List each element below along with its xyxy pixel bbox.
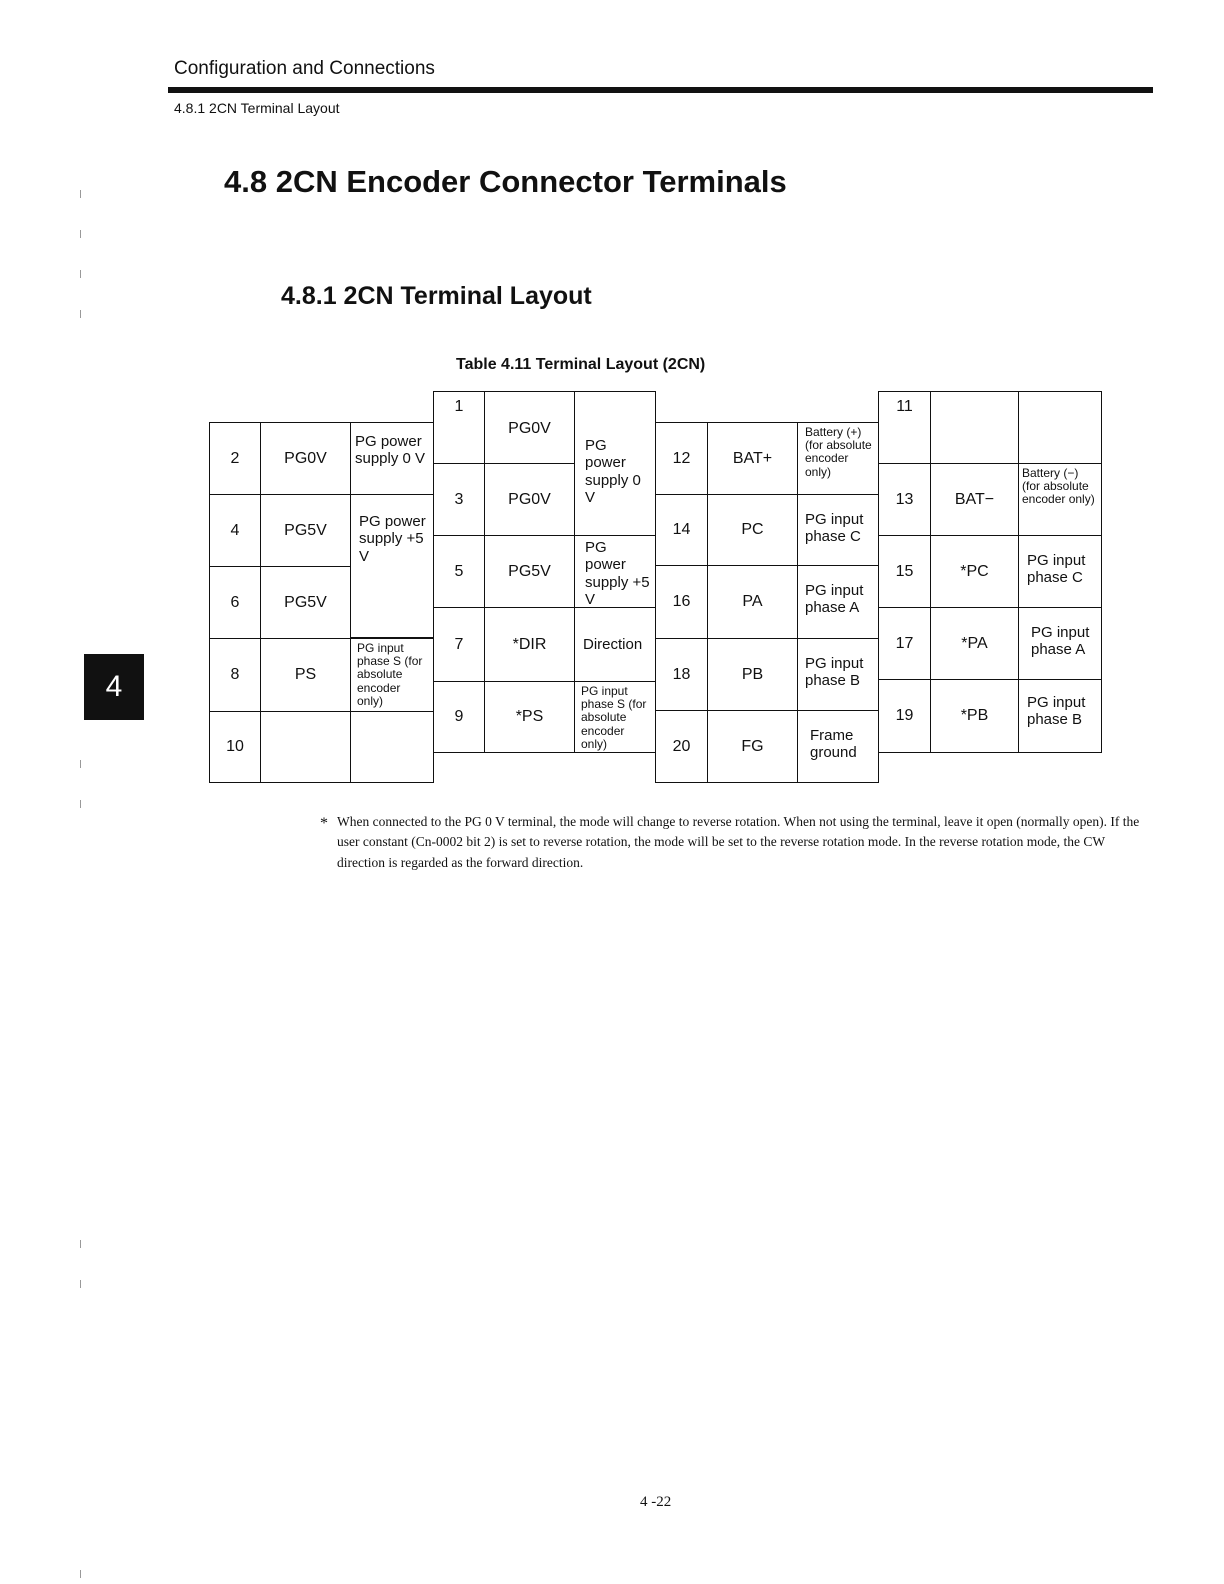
terminal-2-number: 2	[209, 422, 261, 495]
terminal-19-number: 19	[878, 679, 931, 753]
terminal-16-signal: PA	[707, 565, 798, 639]
table-caption: Table 4.11 Terminal Layout (2CN)	[456, 356, 706, 373]
terminal-11-number: 11	[878, 391, 931, 464]
terminal-20-number: 20	[655, 710, 708, 783]
scan-mark	[80, 310, 81, 318]
terminal-7-number: 7	[433, 607, 485, 682]
subsection-title: 4.8.1 2CN Terminal Layout	[281, 282, 592, 310]
terminal-19-signal: *PB	[930, 679, 1019, 753]
terminal-10-description	[350, 711, 434, 783]
terminal-19-description: PG input phase B	[1018, 679, 1102, 753]
section-title: 4.8 2CN Encoder Connector Terminals	[224, 164, 787, 199]
terminal-16-number: 16	[655, 565, 708, 639]
scan-mark	[80, 760, 81, 768]
terminal-14-description: PG input phase C	[797, 494, 879, 566]
chapter-tab: 4	[84, 654, 144, 720]
terminal-5-description: PG power supply +5 V	[574, 535, 656, 608]
scan-mark	[80, 1280, 81, 1288]
page-number: 4 -22	[640, 1494, 672, 1510]
terminal-11-signal	[930, 391, 1019, 464]
terminal-9-signal: *PS	[484, 681, 575, 753]
terminal-6-signal: PG5V	[260, 566, 351, 639]
terminal-6-number: 6	[209, 566, 261, 639]
terminal-2-description: PG power supply 0 V	[350, 422, 434, 495]
terminal-15-description: PG input phase C	[1018, 535, 1102, 608]
terminal-1-number: 1	[433, 391, 485, 464]
terminal-5-signal: PG5V	[484, 535, 575, 608]
terminal-4-signal: PG5V	[260, 494, 351, 567]
terminal-18-description: PG input phase B	[797, 638, 879, 711]
terminal-4-number: 4	[209, 494, 261, 567]
terminal-12-description: Battery (+) (for absolute encoder only)	[797, 422, 879, 495]
terminal-20-description: Frame ground	[797, 710, 879, 783]
terminal-17-description: PG input phase A	[1018, 607, 1102, 680]
footnote-marker: *	[320, 815, 328, 832]
terminal-13-description: Battery (−) (for absolute encoder only)	[1018, 463, 1102, 536]
scan-mark	[80, 1240, 81, 1248]
terminal-7-description: Direction	[574, 607, 656, 682]
footnote	[320, 812, 1150, 873]
terminal-1-signal: PG0V	[484, 391, 575, 464]
terminal-7-signal: *DIR	[484, 607, 575, 682]
terminal-15-signal: *PC	[930, 535, 1019, 608]
terminal-17-signal: *PA	[930, 607, 1019, 680]
terminal-3-signal: PG0V	[484, 463, 575, 536]
footnote-text: When connected to the PG 0 V terminal, the mode will change to reverse rotation. When not using the terminal, leave it open (normally open). If the user constant (Cn-0002 bit 2) is set to reverse rotation, the mode will be set to the reverse rotation mode. In the reverse rotation mode, the CW direction is regarded as the forward direction.	[337, 814, 1140, 870]
terminal-8-description: PG input phase S (for absolute encoder only)	[350, 638, 434, 712]
terminal-11-description	[1018, 391, 1102, 464]
terminal-9-description: PG input phase S (for absolute encoder only)	[574, 681, 656, 753]
terminal-10-signal	[260, 711, 351, 783]
terminal-16-description: PG input phase A	[797, 565, 879, 639]
terminal-17-number: 17	[878, 607, 931, 680]
terminal-20-signal: FG	[707, 710, 798, 783]
running-header-subsection: 4.8.1 2CN Terminal Layout	[174, 100, 340, 116]
terminal-4-6-description: PG power supply +5 V	[350, 494, 434, 638]
terminal-8-number: 8	[209, 638, 261, 712]
scan-mark	[80, 190, 81, 198]
terminal-18-signal: PB	[707, 638, 798, 711]
terminal-1-3-description: PG power supply 0 V	[574, 391, 656, 536]
scan-mark	[80, 800, 81, 808]
terminal-14-number: 14	[655, 494, 708, 566]
running-header-title: Configuration and Connections	[174, 58, 435, 79]
scan-mark	[80, 270, 81, 278]
terminal-15-number: 15	[878, 535, 931, 608]
terminal-18-number: 18	[655, 638, 708, 711]
scan-mark	[80, 1570, 81, 1578]
terminal-2-signal: PG0V	[260, 422, 351, 495]
terminal-13-signal: BAT−	[930, 463, 1019, 536]
terminal-5-number: 5	[433, 535, 485, 608]
scan-mark	[80, 230, 81, 238]
terminal-14-signal: PC	[707, 494, 798, 566]
terminal-12-signal: BAT+	[707, 422, 798, 495]
terminal-10-number: 10	[209, 711, 261, 783]
terminal-13-number: 13	[878, 463, 931, 536]
terminal-12-number: 12	[655, 422, 708, 495]
terminal-3-number: 3	[433, 463, 485, 536]
terminal-8-signal: PS	[260, 638, 351, 712]
terminal-9-number: 9	[433, 681, 485, 753]
